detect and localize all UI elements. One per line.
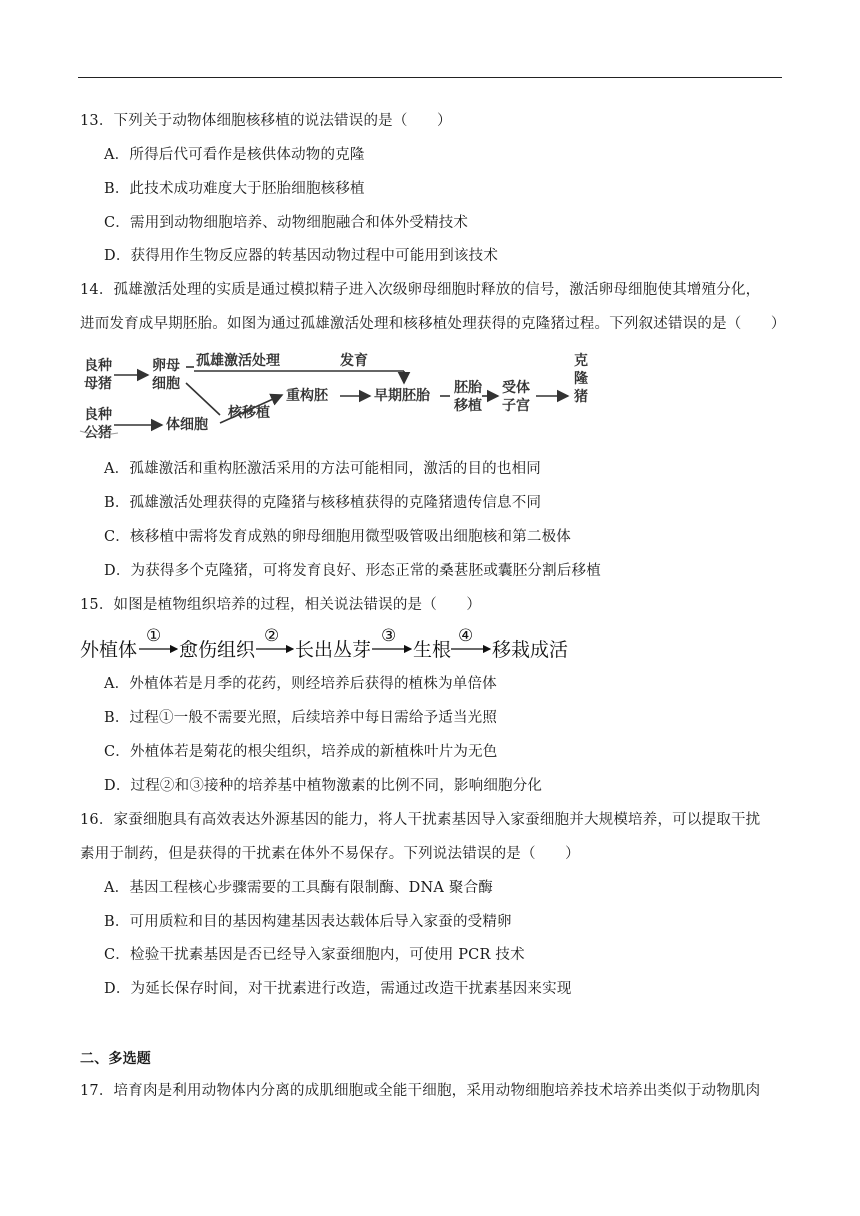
question-14-option-b: B．孤雄激活处理获得的克隆猪与核移植获得的克隆猪遗传信息不同 [104, 495, 542, 511]
cloned-pig-process-diagram [78, 345, 608, 443]
diagram-label-somatic-cell: 体细胞 [166, 417, 208, 433]
question-14-option-a: A．孤雄激活和重构胚激活采用的方法可能相同，激活的目的也相同 [104, 461, 541, 477]
diagram-label-recipient-uterus-1: 受体 [502, 380, 530, 396]
diagram-label-good-sow-1: 良种 [84, 358, 112, 374]
question-13-option-a: A．所得后代可看作是核供体动物的克隆 [104, 147, 365, 163]
question-14-stem-line2: 进而发育成早期胚胎。如图为通过孤雄激活处理和核移植处理获得的克隆猪过程。下列叙述错误的是（ ） [80, 316, 786, 332]
diagram-label-develop: 发育 [340, 353, 368, 369]
section-title-multiple-choice: 二、多选题 [80, 1051, 151, 1067]
flow-step-explant: 外植体 [80, 639, 138, 661]
question-15-option-c: C．外植体若是菊花的根尖组织，培养成的新植株叶片为无色 [104, 744, 498, 760]
question-15-stem: 15．如图是植物组织培养的过程，相关说法错误的是（ ） [80, 597, 482, 613]
question-16-option-c: C．检验干扰素基因是否已经导入家蚕细胞内，可使用 PCR 技术 [104, 947, 525, 963]
diagram-label-embryo-transfer-2: 移植 [454, 398, 482, 414]
flow-mark-3: ③ [381, 626, 397, 646]
diagram-label-clone-pig-3: 猪 [574, 389, 588, 405]
question-14-option-c: C．核移植中需将发育成熟的卵母细胞用微型吸管吸出细胞核和第二极体 [104, 529, 571, 545]
question-16-stem-line2: 素用于制药，但是获得的干扰素在体外不易保存。下列说法错误的是（ ） [80, 846, 580, 862]
question-17-stem-line1: 17．培育肉是利用动物体内分离的成肌细胞或全能干细胞，采用动物细胞培养技术培养出类似于动物肌肉 [80, 1083, 761, 1099]
question-15-option-d: D．过程②和③接种的培养基中植物激素的比例不同，影响细胞分化 [104, 778, 543, 794]
diagram-label-clone-pig-2: 隆 [574, 371, 588, 387]
plant-tissue-culture-flow [78, 624, 578, 664]
header-rule [78, 77, 782, 78]
flow-mark-4: ④ [458, 626, 474, 646]
diagram-label-good-boar-2: 公猪 [84, 425, 112, 441]
diagram-label-embryo-transfer-1: 胚胎 [454, 380, 482, 396]
diagram-label-oocyte-2: 细胞 [152, 376, 180, 392]
flow-step-shoots: 长出丛芽 [295, 639, 372, 661]
flow-mark-2: ② [264, 626, 280, 646]
question-13-option-b: B．此技术成功难度大于胚胎细胞核移植 [104, 181, 365, 197]
question-14-option-d: D．为获得多个克隆猪，可将发育良好、形态正常的桑葚胚或囊胚分割后移植 [104, 563, 601, 579]
diagram-label-parthenogenetic-activation: 孤雄激活处理 [196, 353, 280, 369]
question-13-option-c: C．需用到动物细胞培养、动物细胞融合和体外受精技术 [104, 215, 469, 231]
diagram-label-clone-pig-1: 克 [574, 353, 588, 369]
question-16-stem-line1: 16．家蚕细胞具有高效表达外源基因的能力，将人干扰素基因导入家蚕细胞并大规模培养，可以提取干扰 [80, 812, 761, 828]
question-16-option-a: A．基因工程核心步骤需要的工具酶有限制酶、DNA 聚合酶 [104, 880, 493, 896]
diagram-label-nuclear-transfer: 核移植 [228, 405, 270, 421]
flow-mark-1: ① [146, 626, 162, 646]
diagram-label-recipient-uterus-2: 子宫 [502, 398, 530, 414]
question-16-option-d: D．为延长保存时间，对干扰素进行改造，需通过改造干扰素基因来实现 [104, 981, 572, 997]
question-15-option-b: B．过程①一般不需要光照，后续培养中每日需给予适当光照 [104, 710, 498, 726]
diagram-label-early-embryo: 早期胚胎 [374, 388, 430, 404]
diagram-label-good-boar-1: 良种 [84, 407, 112, 423]
flow-step-transplant: 移栽成活 [492, 639, 569, 661]
flow-step-roots: 生根 [413, 639, 452, 661]
diagram-label-good-sow-2: 母猪 [84, 376, 112, 392]
diagram-label-reconstructed-embryo: 重构胚 [286, 388, 328, 404]
question-13-stem: 13．下列关于动物体细胞核移植的说法错误的是（ ） [80, 113, 452, 129]
flow-step-callus: 愈伤组织 [179, 639, 256, 661]
question-14-stem-line1: 14．孤雄激活处理的实质是通过模拟精子进入次级卵母细胞时释放的信号，激活卵母细胞使其增殖分化， [80, 282, 761, 298]
question-15-option-a: A．外植体若是月季的花药，则经培养后获得的植株为单倍体 [104, 676, 497, 692]
question-16-option-b: B．可用质粒和目的基因构建基因表达载体后导入家蚕的受精卵 [104, 914, 512, 930]
diagram-label-oocyte-1: 卵母 [152, 358, 180, 374]
question-13-option-d: D．获得用作生物反应器的转基因动物过程中可能用到该技术 [104, 248, 499, 264]
